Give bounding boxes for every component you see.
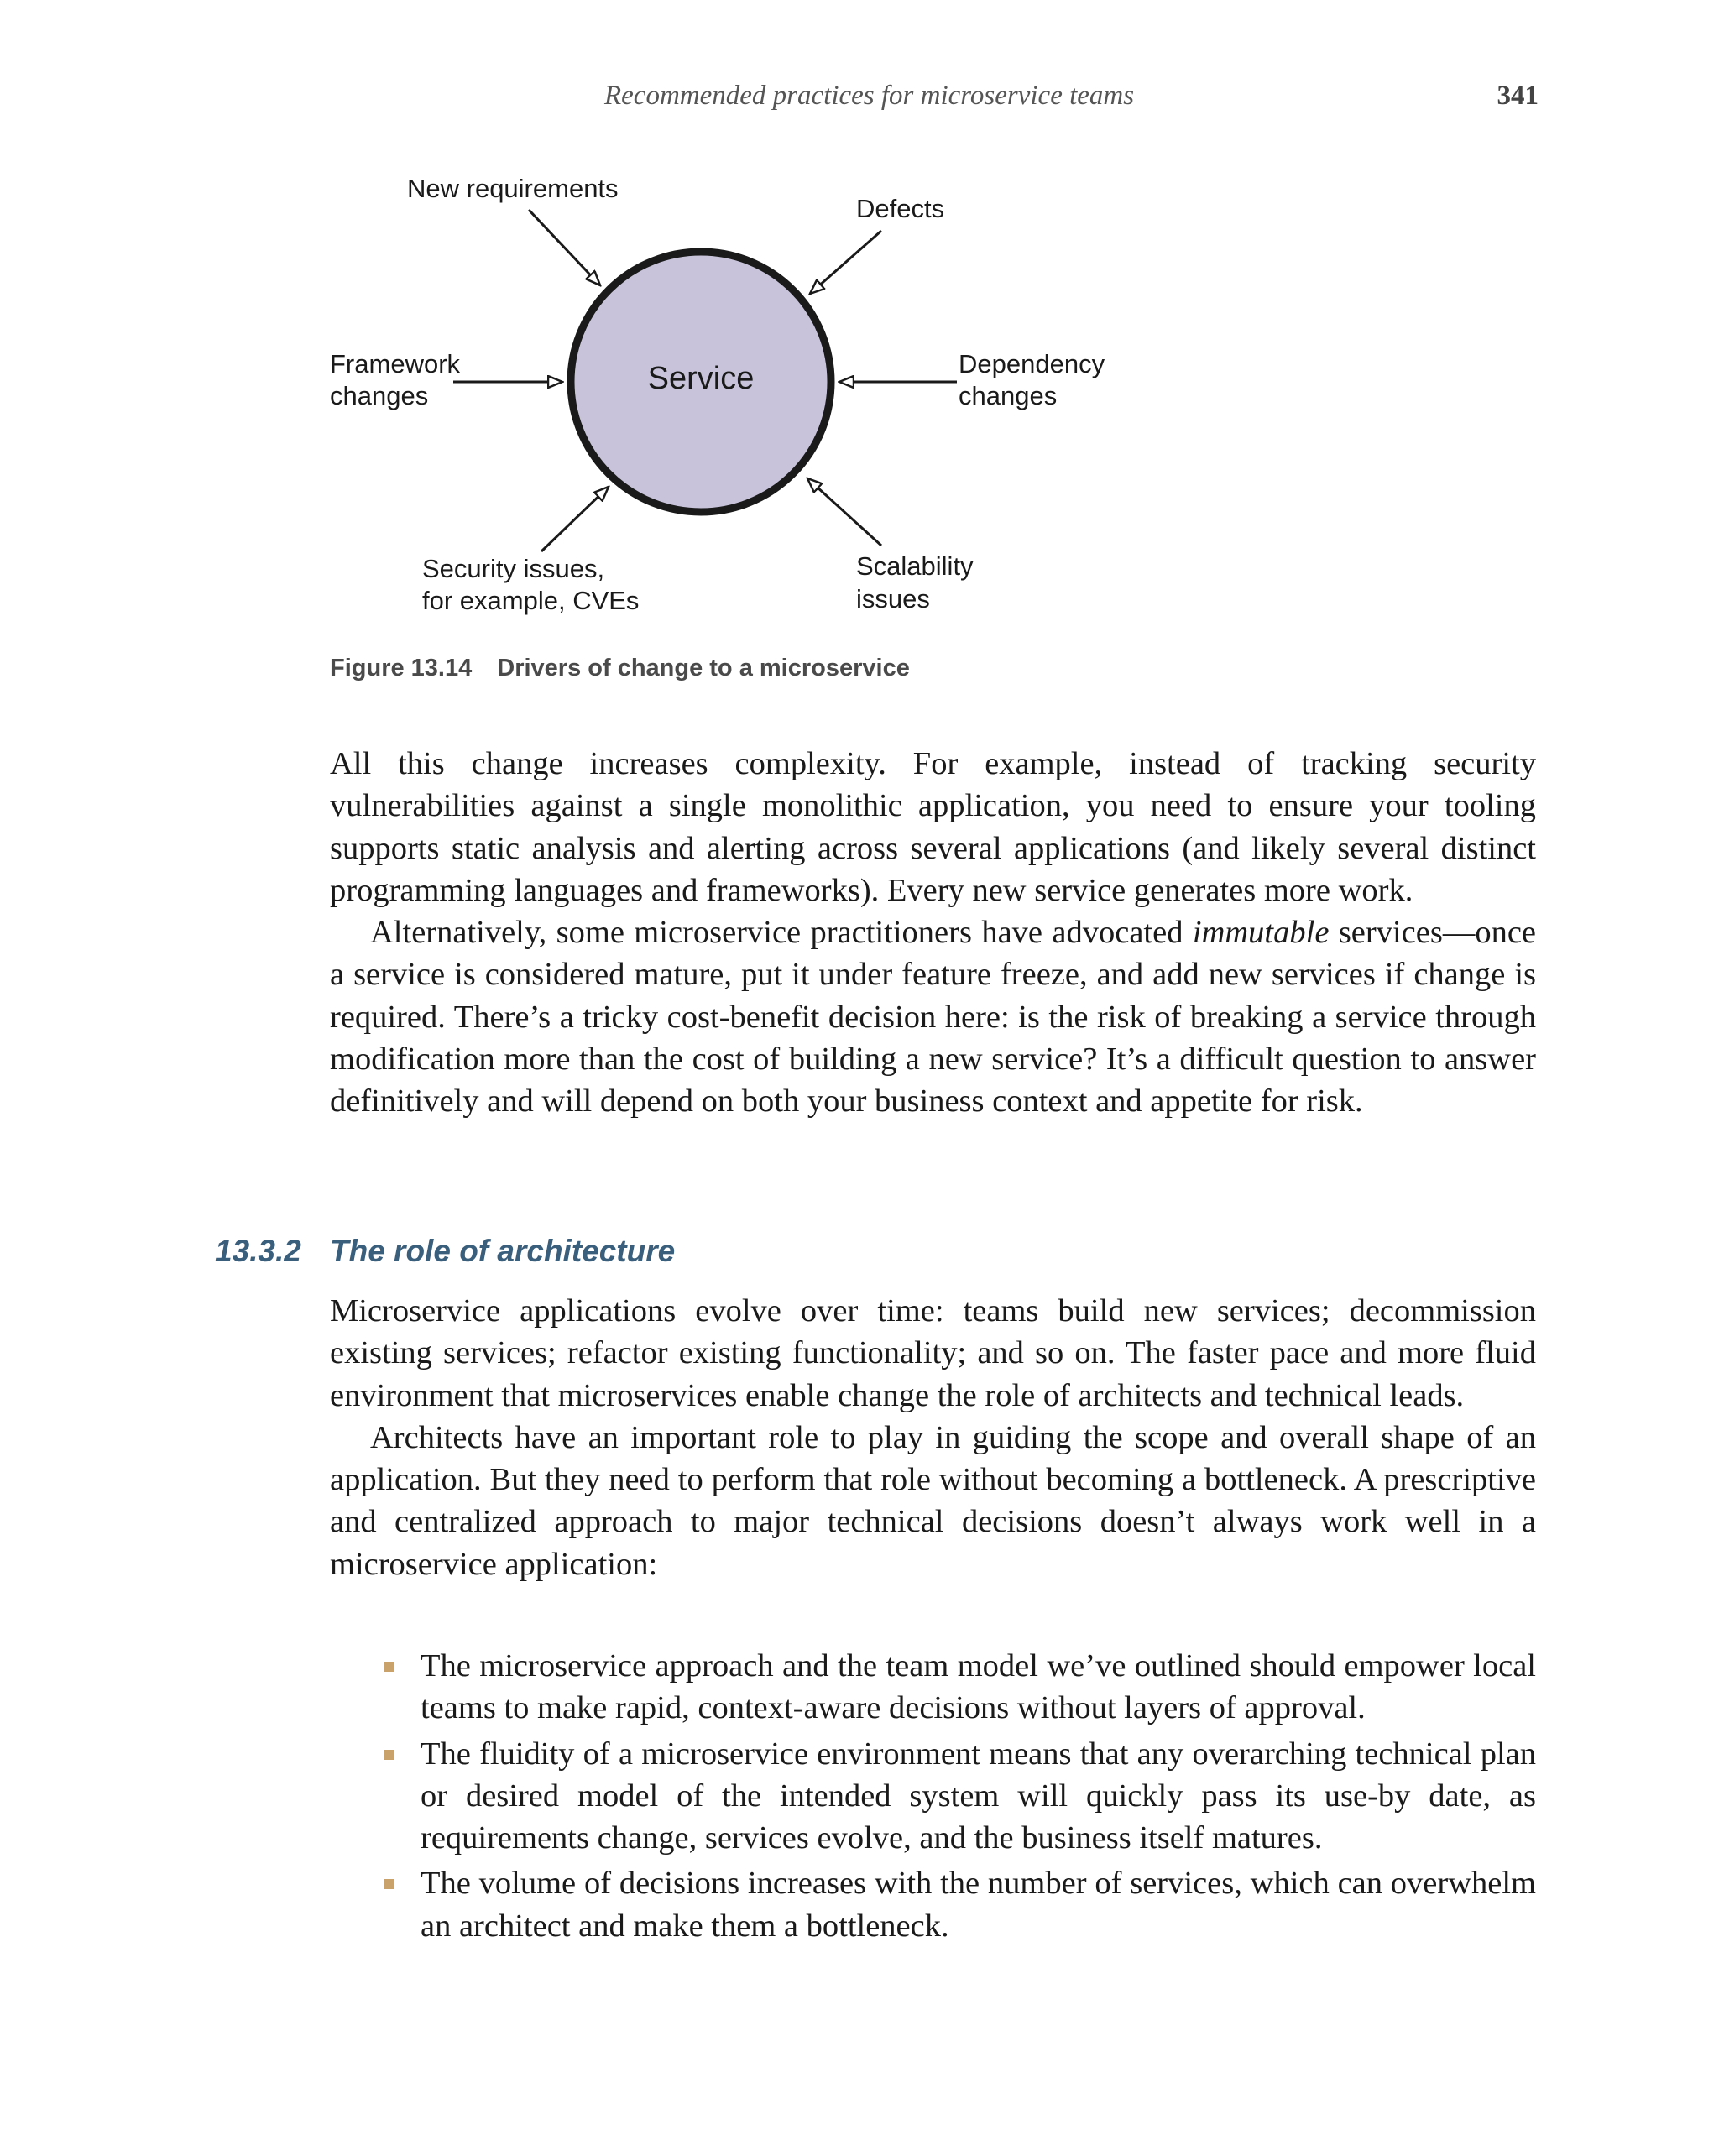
section-heading <box>215 1234 675 1269</box>
label-scalability-2: issues <box>856 584 930 613</box>
arrow-scalability <box>807 478 881 546</box>
arrow-new-requirements <box>529 210 600 285</box>
page-number: 341 <box>1497 81 1539 111</box>
section-title: The role of architecture <box>330 1234 676 1268</box>
figure-caption <box>330 655 910 682</box>
label-framework-1: Framework <box>330 349 461 378</box>
label-scalability-1: Scalability <box>856 551 974 581</box>
figure-caption-text: Drivers of change to a microservice <box>497 655 910 681</box>
bullet-square-icon <box>384 1879 394 1889</box>
running-head-title: Recommended practices for microservice teams <box>604 81 1135 111</box>
paragraph-2-emphasis: immutable <box>1192 915 1330 951</box>
list-item <box>330 1733 1536 1860</box>
bullet-square-icon <box>384 1750 394 1760</box>
running-head <box>0 81 1719 117</box>
figure-drivers-of-change <box>311 164 1234 634</box>
list-item-text: The fluidity of a microservice environment means that any overarching technical plan or desired model of the intended system will quickly pass its use-by date, as requirements change, services evolve, and the business itself matures. <box>421 1736 1536 1856</box>
paragraph-2-start: Alternatively, some microservice practitioners have advocated <box>370 915 1193 951</box>
label-security-2: for example, CVEs <box>422 586 640 615</box>
section-number: 13.3.2 <box>215 1234 301 1268</box>
bullet-list <box>330 1645 1536 1950</box>
label-security-1: Security issues, <box>422 554 605 583</box>
list-item <box>330 1862 1536 1947</box>
label-dependency-1: Dependency <box>959 349 1105 378</box>
list-item-text: The volume of decisions increases with the number of services, which can overwhelm an architect and make them a bottleneck. <box>421 1866 1536 1944</box>
paragraph-2 <box>330 911 1536 1122</box>
body-text-2 <box>330 1290 1536 1585</box>
list-item-text: The microservice approach and the team model we’ve outlined should empower local teams to make rapid, context-aware decisions without layers of approval. <box>421 1648 1536 1726</box>
service-label: Service <box>647 361 755 396</box>
label-defects: Defects <box>856 194 945 223</box>
figure-diagram <box>311 164 1234 634</box>
label-framework-2: changes <box>330 381 429 410</box>
arrow-defects <box>810 231 881 294</box>
paragraph-4: Architects have an important role to play in guiding the scope and overall shape of an application. But they need to perform that role without becoming a bottleneck. A prescriptive and centralized approach to major technical decisions doesn’t always work well in a microservice application: <box>330 1419 1536 1582</box>
list-item <box>330 1645 1536 1730</box>
arrow-security <box>541 487 609 551</box>
label-new-requirements: New requirements <box>407 174 619 203</box>
paragraph-1: All this change increases complexity. For example, instead of tracking security vulnerabilities against a single monolithic application, you need to ensure your tooling supports static analysis and alerting across several applications (and likely several distinct programming languages and frameworks). Every new service generates more work. <box>330 746 1536 908</box>
label-dependency-2: changes <box>959 381 1058 410</box>
paragraph-2-end: services—once a service is considered mature, put it under feature freeze, and add new services if change is required. There’s a tricky cost-benefit decision here: is the risk of breaking a service through modification more than the cost of building a new service? It’s a difficult question to answer definitively and will depend on both your business context and appetite for risk. <box>330 915 1536 1120</box>
figure-number: Figure 13.14 <box>330 655 473 681</box>
paragraph-3: Microservice applications evolve over time: teams build new services; decommission existing services; refactor existing functionality; and so on. The faster pace and more fluid environment that microservices enable change the role of architects and technical leads. <box>330 1293 1536 1413</box>
bullet-square-icon <box>384 1662 394 1672</box>
body-text-1 <box>330 743 1536 1123</box>
